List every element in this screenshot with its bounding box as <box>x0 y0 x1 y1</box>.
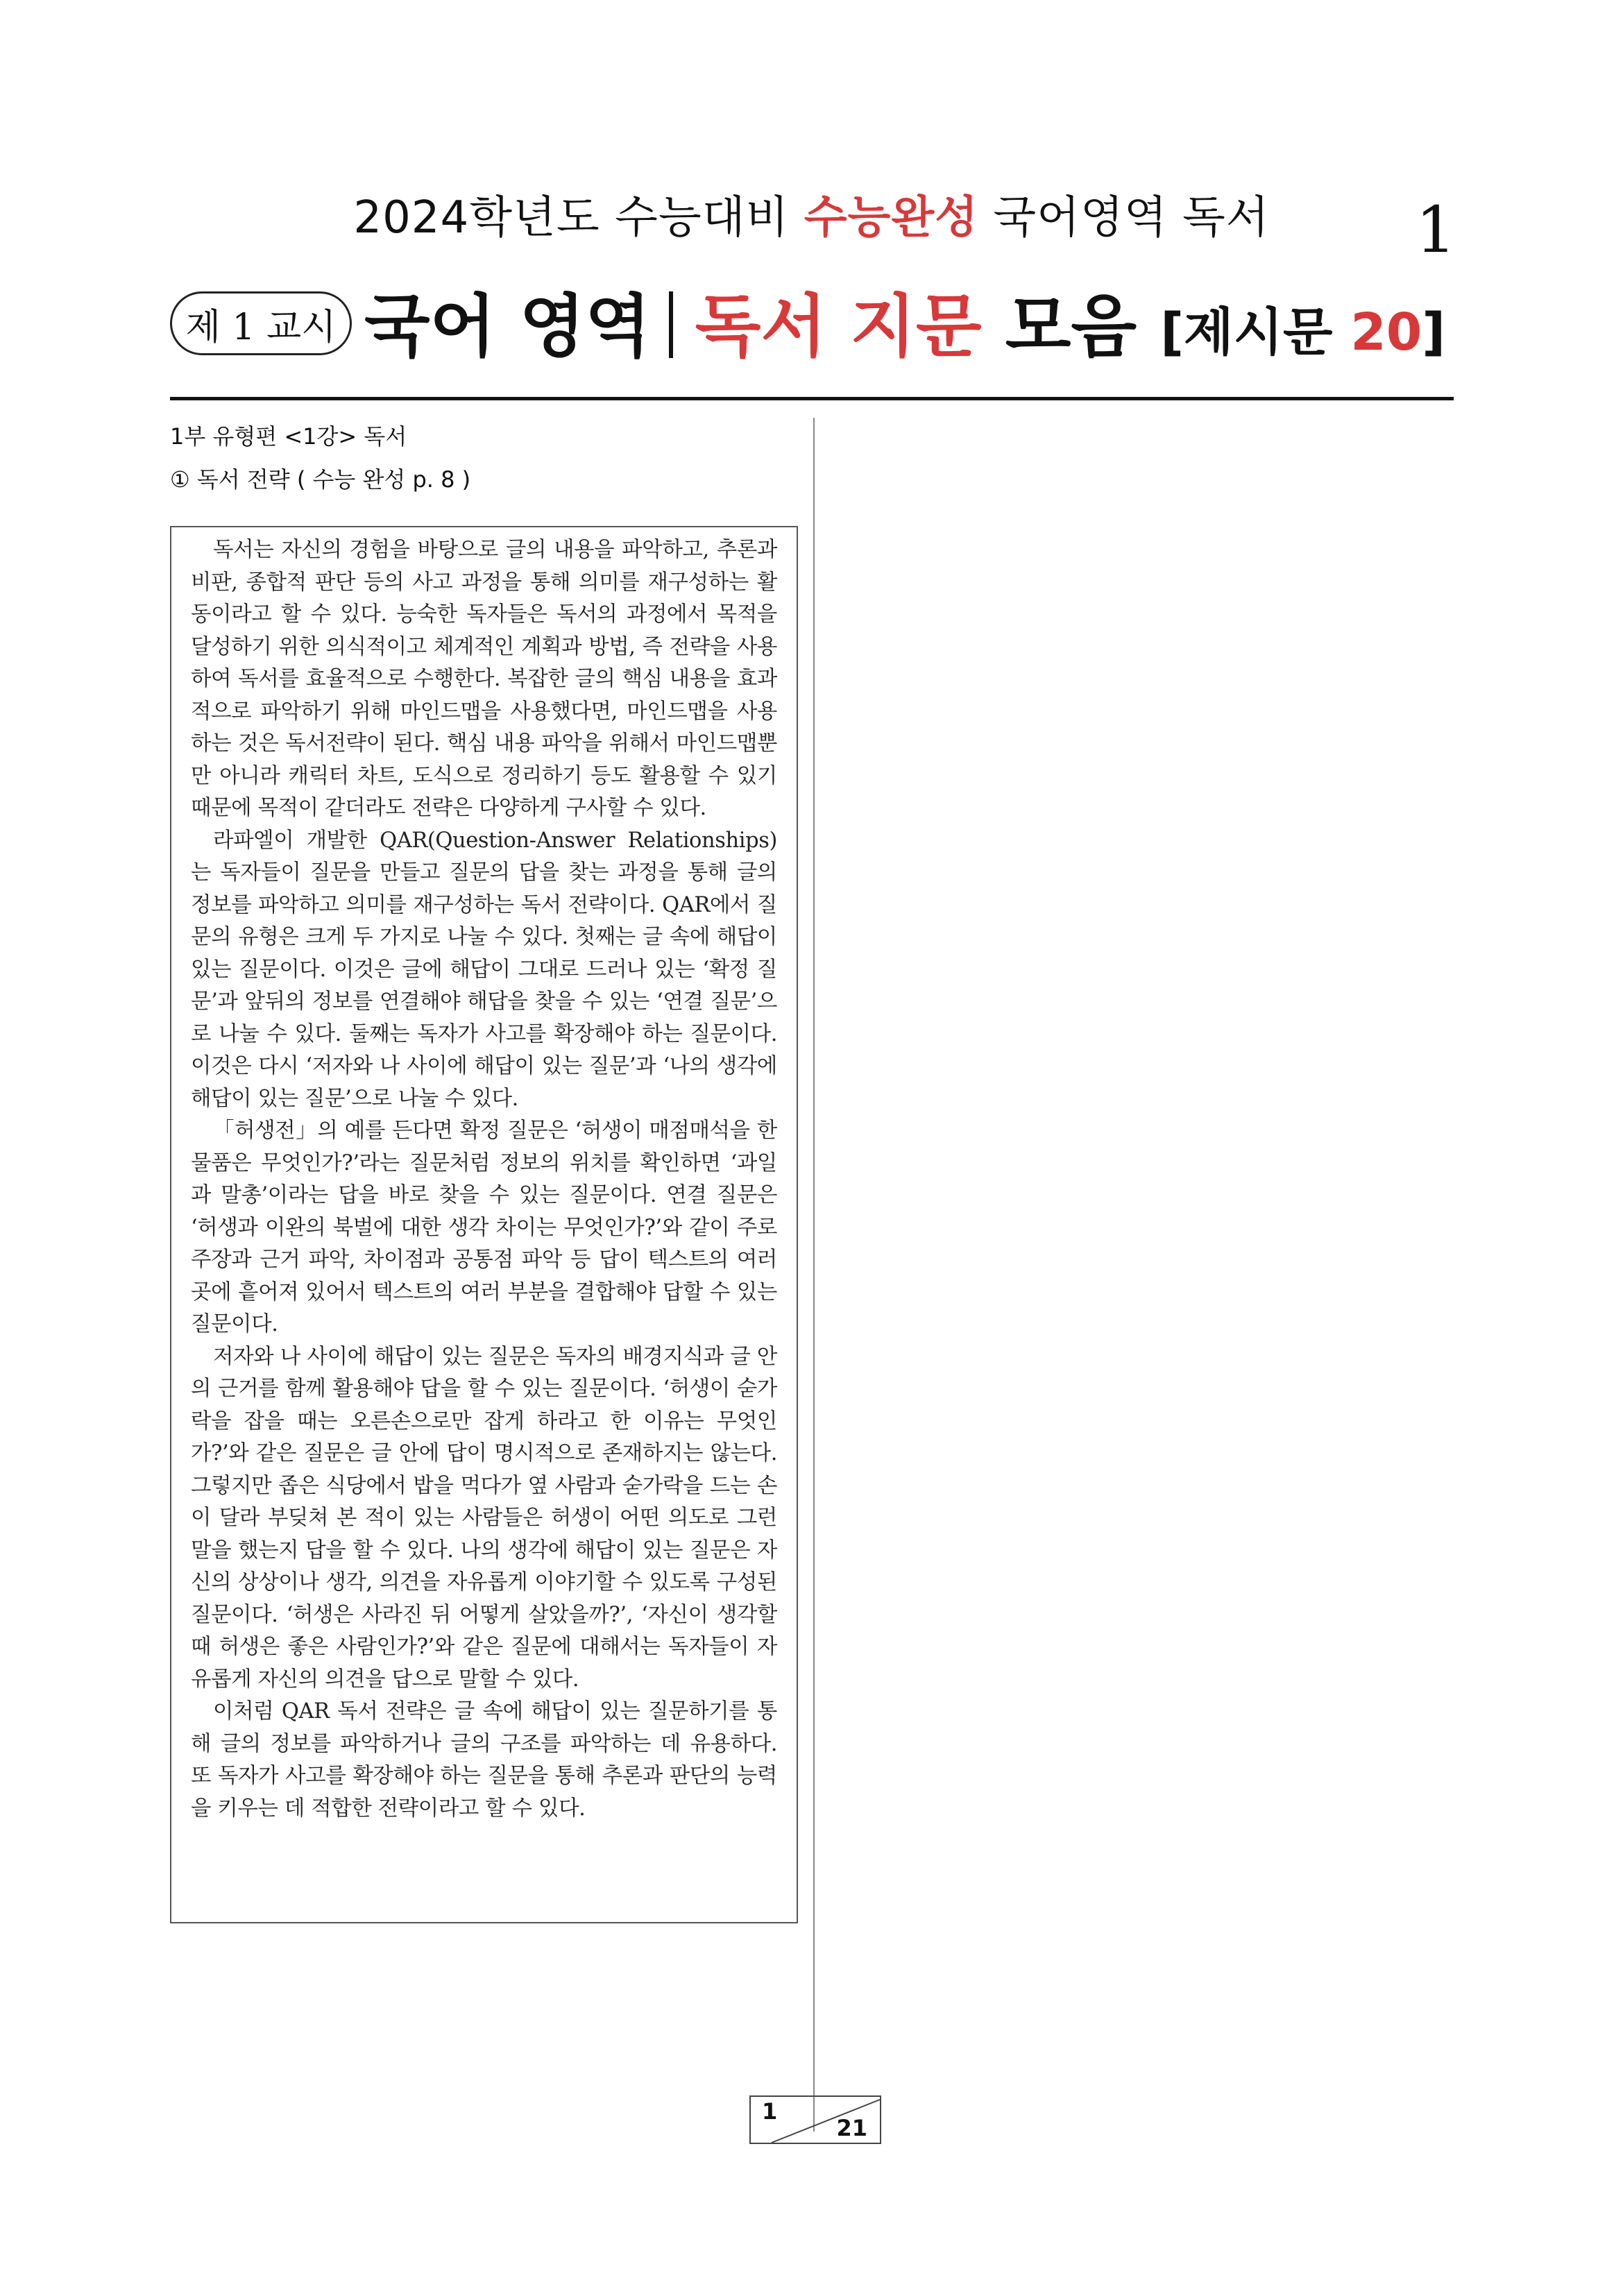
header-divider <box>669 291 673 358</box>
current-page: 1 <box>762 2098 778 2125</box>
passage-paragraph: 독서는 자신의 경험을 바탕으로 글의 내용을 파악하고, 추론과 비판, 종합적 판단 등의 사고 과정을 통해 의미를 재구성하는 활동이라고 할 수 있다. 능숙한 독자들은 독서의 과정에서 목적을 달성하기 위한 의식적이고 체계적인 계획과 방법, 즉 전략을 사용하여 독서를 효율적으로 수행한다. 복잡한 글의 핵심 내용을 효과적으로 파악하기 위해 마인드맵을 사용했다면, 마인드맵을 사용하는 것은 독서전략이 된다. 핵심 내용 파악을 위해서 마인드맵뿐만 아니라 캐릭터 차트, 도식으로 정리하기 등도 활용할 수 있기 때문에 목적이 같더라도 전략은 다양하게 구사할 수 있다. <box>191 538 777 820</box>
passage-box <box>170 526 798 1923</box>
count-label-suffix: ] <box>1422 303 1446 362</box>
subject-label: 국어 영역 <box>364 287 651 366</box>
collection-suffix: 모음 <box>1005 287 1137 366</box>
unit-label: 1부 유형편 <1강> 독서 <box>170 423 407 450</box>
passage-paragraph: 저자와 나 사이에 해답이 있는 질문은 독자의 배경지식과 글 안의 근거를 함께 활용해야 답을 할 수 있는 질문이다. ‘허생이 숟가락을 잡을 때는 오른손으로만 잡게 하라고 한 이유는 무엇인가?’와 같은 질문은 글 안에 답이 명시적으로 존재하지는 않는다. 그렇지만 좁은 식당에서 밥을 먹다가 옆 사람과 숟가락을 드는 손이 달라 부딪쳐 본 적이 있는 사람들은 허생이 어떤 의도로 그런 말을 했는지 답을 할 수 있다. 나의 생각에 해답이 있는 질문은 자신의 상상이나 생각, 의견을 자유롭게 이야기할 수 있도록 구성된 질문이다. ‘허생은 사라진 뒤 어떻게 살았을까?’, ‘자신이 생각할 때 허생은 좋은 사람인가?’와 같은 질문에 대해서는 독자들이 자유롭게 자신의 의견을 답으로 말할 수 있다. <box>191 1344 777 1692</box>
section-label: ① 독서 전략 ( 수능 완성 p. 8 ) <box>170 466 471 493</box>
total-pages: 21 <box>836 2115 867 2141</box>
passage-paragraph: 이처럼 QAR 독서 전략은 글 속에 해답이 있는 질문하기를 통해 글의 정보를 파악하거나 글의 구조를 파악하는 데 유용하다. 또 독자가 사고를 확장해야 하는 질문을 통해 추론과 판단의 능력을 키우는 데 적합한 전략이라고 할 수 있다. <box>191 1699 777 1821</box>
count-label <box>1160 303 1445 362</box>
exam-title <box>0 182 1623 246</box>
passage-paragraph: 「허생전」의 예를 든다면 확정 질문은 ‘허생이 매점매석을 한 물품은 무엇인가?’라는 질문처럼 정보의 위치를 확인하면 ‘과일과 말총’이라는 답을 바로 찾을 수 있는 질문이다. 연결 질문은 ‘허생과 이완의 북벌에 대한 생각 차이는 무엇인가?’와 같이 주로 주장과 근거 파악, 차이점과 공통점 파악 등 답이 텍스트의 여러 곳에 흩어져 있어서 텍스트의 여러 부분을 결합해야 답할 수 있는 질문이다. <box>191 1119 777 1336</box>
subject-header <box>364 272 1445 370</box>
exam-title-prefix: 2024학년도 수능대비 <box>353 192 804 244</box>
exam-title-suffix: 국어영역 독서 <box>978 192 1270 244</box>
page-number: 1 <box>1416 193 1456 267</box>
header-rule <box>170 397 1454 400</box>
count-label-prefix: [제시문 <box>1160 303 1351 362</box>
page-indicator <box>749 2095 881 2144</box>
collection-title: 독서 지문 <box>695 287 982 366</box>
passage-paragraph: 라파엘이 개발한 QAR(Question-Answer Relationships)는 독자들이 질문을 만들고 질문의 답을 찾는 과정을 통해 글의 정보를 파악하고 의미를 재구성하는 독서 전략이다. QAR에서 질문의 유형은 크게 두 가지로 나눌 수 있다. 첫째는 글 속에 해답이 있는 질문이다. 이것은 글에 해답이 그대로 드러나 있는 ‘확정 질문’과 앞뒤의 정보를 연결해야 해답을 찾을 수 있는 ‘연결 질문’으로 나눌 수 있다. 둘째는 독자가 사고를 확장해야 하는 질문이다. 이것은 다시 ‘저자와 나 사이에 해답이 있는 질문’과 ‘나의 생각에 해답이 있는 질문’으로 나눌 수 있다. <box>191 828 777 1111</box>
exam-title-accent: 수능완성 <box>804 192 978 244</box>
session-badge: 제 1 교시 <box>170 291 352 355</box>
column-divider <box>813 418 815 2132</box>
count-label-number: 20 <box>1350 303 1422 362</box>
